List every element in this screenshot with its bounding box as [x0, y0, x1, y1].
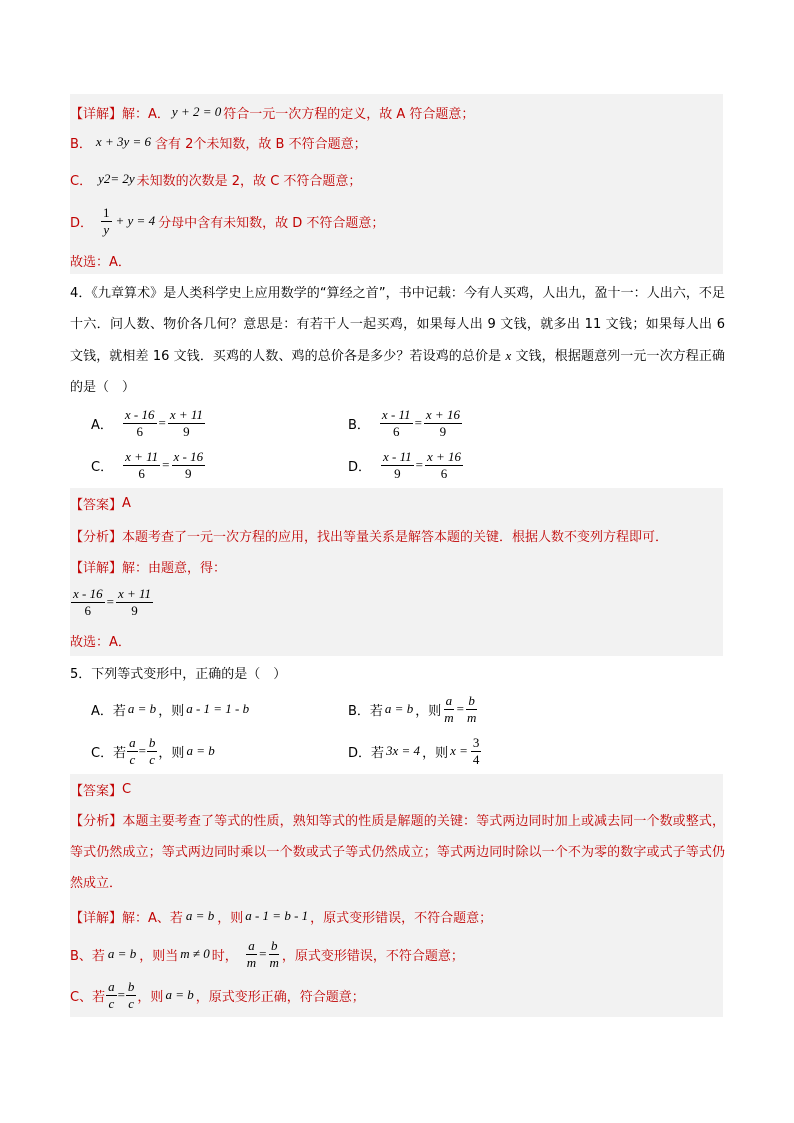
fraction: $\frac{1}{y}$ [103, 204, 110, 237]
q5-analysis: 【分析】本题主要考查了等式的性质，熟知等式的性质是解题的关键：等式两边同时加上或减去同一个数或整式，等式仍然成立；等式两边同时乘以一个数或式子等式仍然成立；等式两边同时除以一个不为零的数字或式子等式仍然成立． [70, 814, 725, 891]
q5-answer: 【答案】 C [70, 781, 132, 799]
q4-analysis: 【分析】 本题考查了一元一次方程的应用，找出等量关系是解答本题的关键．根据人数不变列方程即可． [70, 529, 669, 545]
q4-option-b: B． $\frac{x - 11}{6}$ = $\frac{x + 16}{9}$ [348, 406, 460, 439]
prev-choose: 故选：A． [70, 254, 131, 270]
prev-line-4: D． $\frac{1}{y}$ + y = 4 分母中含有未知数，故 D 不符合题意； [70, 204, 385, 237]
prev-line-3: C． y 2 = 2y 未知数的次数是 2，故 C 不符合题意； [70, 171, 362, 189]
q5-option-a: A．若 a = b ，则 a - 1 = 1 - b [91, 701, 250, 719]
q4-option-a: A． $\frac{x - 16}{6}$ = $\frac{x + 11}{9}$ [91, 406, 203, 439]
prev-line-2: B． x + 3y = 6 含有 2个未知数，故 B 不符合题意； [70, 134, 367, 152]
q5-detail-c: C、若 $\frac{a}{c}$ = $\frac{b}{c}$ ，则 a = b ，原式变形正确，符合题意； [70, 978, 365, 1011]
q5-stem: 5．下列等式变形中，正确的是（ ） [70, 666, 287, 682]
q5-detail-b: B、若 a = b ，则当 m ≠ 0 时， $\frac{a}{m}$ = $\frac{b}{m}$ ，原式变形错误，不符合题意； [70, 937, 464, 970]
q5-option-d: D．若 3x = 4 ，则 x = $\frac{3}{4}$ [348, 734, 480, 767]
q4-option-d: D． $\frac{x - 11}{9}$ = $\frac{x + 16}{6}$ [348, 448, 462, 481]
q4-answer: 【答案】 A [70, 495, 131, 513]
q5-option-b: B．若 a = b ，则 $\frac{a}{m}$ = $\frac{b}{m}$ [348, 692, 477, 725]
q5-option-c: C．若 $\frac{a}{c}$ = $\frac{b}{c}$ ，则 a = b [91, 734, 215, 767]
q5-detail-a: 【详解】 解：A、若 a = b ，则 a - 1 = b - 1 ，原式变形错误，不符合题意； [70, 908, 493, 926]
q4-stem: 4．《九章算术》是人类科学史上应用数学的“算经之首”，书中记载：今有人买鸡，人出九，盈十一：人出六，不足十六．问人数、物价各几何？意思是：有若干人一起买鸡，如果每人出 9 文钱，就多出 11 文钱；如果每人出 6 文钱，就相差 16 文钱．买鸡的人数、鸡的总价各是多少？若设鸡的总价是 x 文钱，根据题意列一元一次方程正确的是（ ） [70, 286, 725, 395]
detail-tag: 【详解】 [70, 106, 123, 122]
q4-choose: 故选：A． [70, 634, 131, 650]
q4-option-c: C． $\frac{x + 11}{6}$ = $\frac{x - 16}{9}$ [91, 448, 204, 481]
prev-line-1: 【详解】 解：A． y + 2 = 0 符合一元一次方程的定义，故 A 符合题意； [70, 104, 475, 122]
q4-detail: 【详解】 解：由题意，得： [70, 560, 227, 576]
q4-equation: $\frac{x - 16}{6}$ = $\frac{x + 11}{9}$ [73, 585, 152, 618]
